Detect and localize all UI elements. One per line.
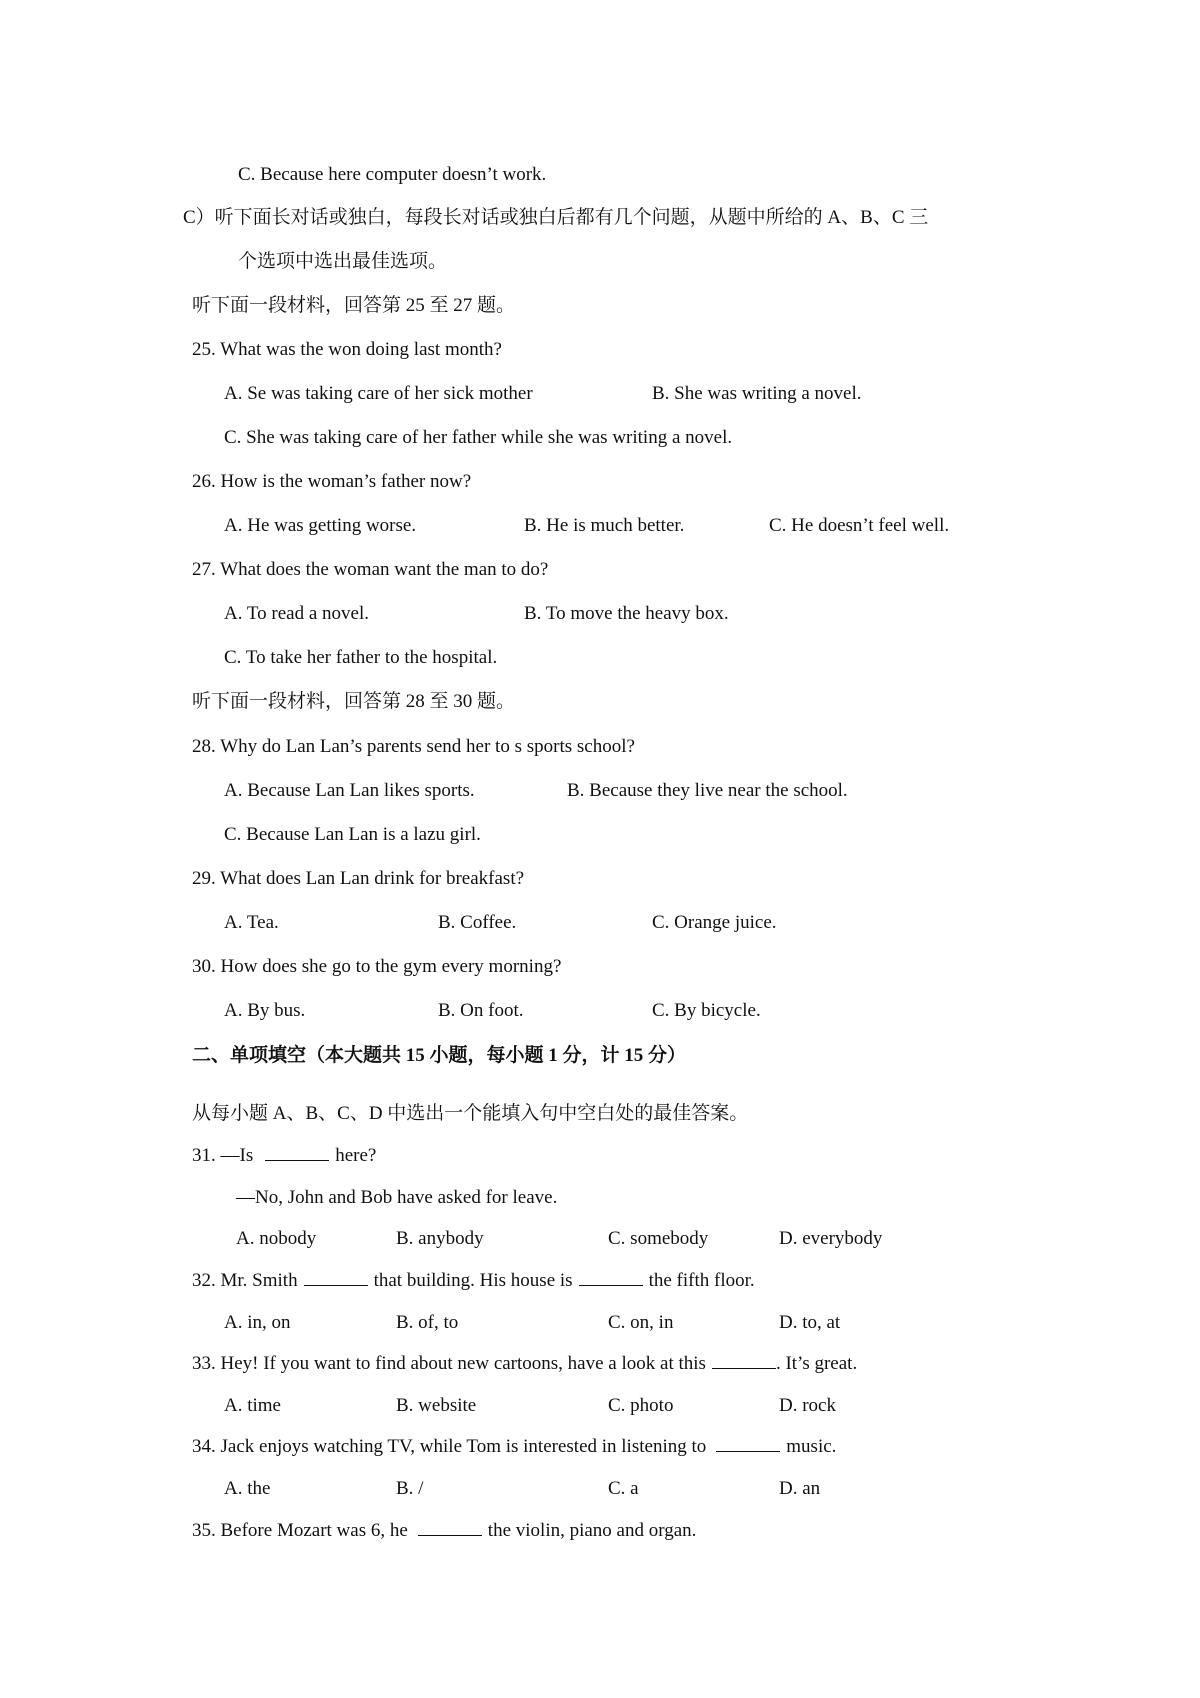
q33-text-before: 33. Hey! If you want to find about new cartoons, have a look at this <box>192 1353 706 1374</box>
q26-option-c: C. He doesn’t feel well. <box>769 515 950 536</box>
q34-text-before: 34. Jack enjoys watching TV, while Tom is interested in listening to <box>192 1436 707 1457</box>
q32-option-c: C. on, in <box>608 1312 674 1333</box>
q31-option-a: A. nobody <box>236 1228 317 1249</box>
question-34 <box>192 1437 836 1456</box>
q29-option-b: B. Coffee. <box>438 912 517 933</box>
question-31 <box>192 1146 376 1165</box>
q33-option-d: D. rock <box>779 1395 836 1416</box>
q26-option-a: A. He was getting worse. <box>224 515 417 536</box>
q33-option-c: C. photo <box>608 1395 674 1416</box>
q27-option-a: A. To read a novel. <box>224 603 369 624</box>
q31-blank <box>265 1159 329 1161</box>
q34-option-b: B. / <box>396 1478 424 1499</box>
q33-option-a: A. time <box>224 1395 281 1416</box>
q32-option-b: B. of, to <box>396 1312 459 1333</box>
material-intro-25-27: 听下面一段材料，回答第 25 至 27 题。 <box>192 295 516 316</box>
q31-option-b: B. anybody <box>396 1228 484 1249</box>
q34-option-c: C. a <box>608 1478 639 1499</box>
q32-option-a: A. in, on <box>224 1312 291 1333</box>
question-25: 25. What was the won doing last month? <box>192 339 502 360</box>
question-26: 26. How is the woman’s father now? <box>192 471 472 492</box>
q33-option-b: B. website <box>396 1395 477 1416</box>
q25-option-a: A. Se was taking care of her sick mother <box>224 383 533 404</box>
q34-option-a: A. the <box>224 1478 271 1499</box>
question-29: 29. What does Lan Lan drink for breakfast? <box>192 868 525 889</box>
q28-option-c: C. Because Lan Lan is a lazu girl. <box>224 824 481 845</box>
q34-blank <box>716 1450 780 1452</box>
q26-option-b: B. He is much better. <box>524 515 685 536</box>
question-33 <box>192 1354 857 1373</box>
q25-option-b: B. She was writing a novel. <box>652 383 862 404</box>
q27-option-c: C. To take her father to the hospital. <box>224 647 498 668</box>
q32-blank-2 <box>579 1284 643 1286</box>
q28-option-b: B. Because they live near the school. <box>567 780 848 801</box>
question-30: 30. How does she go to the gym every morning? <box>192 956 562 977</box>
material-intro-28-30: 听下面一段材料，回答第 28 至 30 题。 <box>192 691 516 712</box>
q27-option-b: B. To move the heavy box. <box>524 603 729 624</box>
q34-text-after: music. <box>786 1436 837 1457</box>
q35-text-before: 35. Before Mozart was 6, he <box>192 1520 408 1541</box>
q31-reply: —No, John and Bob have asked for leave. <box>236 1187 558 1208</box>
q29-option-a: A. Tea. <box>224 912 279 933</box>
q32-text-before: 32. Mr. Smith <box>192 1270 298 1291</box>
q31-text-after: here? <box>335 1145 377 1166</box>
q30-option-b: B. On foot. <box>438 1000 524 1021</box>
q32-option-d: D. to, at <box>779 1312 841 1333</box>
question-35 <box>192 1521 696 1540</box>
question-27: 27. What does the woman want the man to do? <box>192 559 549 580</box>
section-c-instruction: C）听下面长对话或独白，每段长对话或独白后都有几个问题，从题中所给的 A、B、C 三 <box>183 207 929 228</box>
q24-option-c: C. Because here computer doesn’t work. <box>238 164 547 185</box>
question-28: 28. Why do Lan Lan’s parents send her to s sports school? <box>192 736 635 757</box>
section-2-heading: 二、单项填空（本大题共 15 小题，每小题 1 分，计 15 分） <box>192 1045 687 1066</box>
q32-text-middle: that building. His house is <box>373 1270 573 1291</box>
q25-option-c: C. She was taking care of her father while she was writing a novel. <box>224 427 733 448</box>
question-32 <box>192 1271 755 1290</box>
q34-option-d: D. an <box>779 1478 821 1499</box>
q33-text-after: . It’s great. <box>775 1353 858 1374</box>
q33-blank <box>712 1367 776 1369</box>
q32-text-after: the fifth floor. <box>648 1270 755 1291</box>
q30-option-a: A. By bus. <box>224 1000 306 1021</box>
q35-text-after: the violin, piano and organ. <box>487 1520 697 1541</box>
q31-text-before: 31. —Is <box>192 1145 254 1166</box>
q30-option-c: C. By bicycle. <box>652 1000 761 1021</box>
section-c-instruction-cont: 个选项中选出最佳选项。 <box>238 251 448 272</box>
q29-option-c: C. Orange juice. <box>652 912 777 933</box>
q28-option-a: A. Because Lan Lan likes sports. <box>224 780 475 801</box>
q35-blank <box>418 1534 482 1536</box>
q31-option-c: C. somebody <box>608 1228 709 1249</box>
section-2-instruction: 从每小题 A、B、C、D 中选出一个能填入句中空白处的最佳答案。 <box>192 1103 749 1124</box>
q32-blank-1 <box>304 1284 368 1286</box>
q31-option-d: D. everybody <box>779 1228 883 1249</box>
